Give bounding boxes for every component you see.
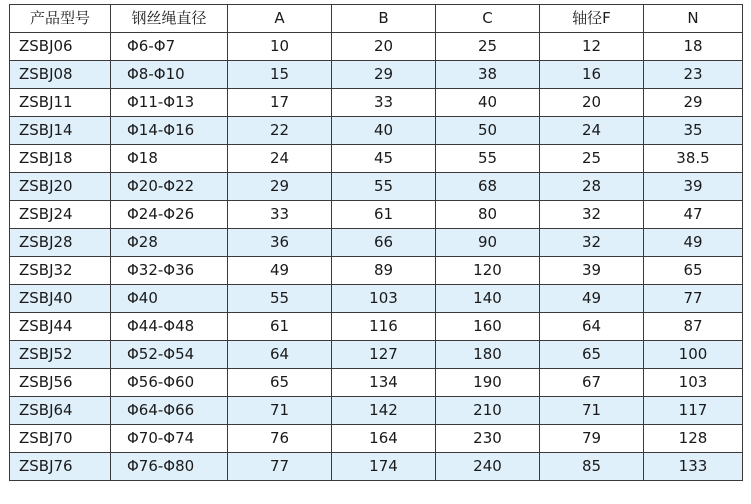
cell-a: 15 bbox=[228, 61, 332, 89]
cell-shaft-diameter: 20 bbox=[540, 89, 644, 117]
cell-b: 142 bbox=[332, 397, 436, 425]
cell-b: 45 bbox=[332, 145, 436, 173]
cell-c: 25 bbox=[436, 33, 540, 61]
cell-c: 55 bbox=[436, 145, 540, 173]
cell-model: ZSBJ76 bbox=[10, 453, 111, 481]
table-row bbox=[10, 117, 743, 145]
cell-a: 17 bbox=[228, 89, 332, 117]
cell-b: 164 bbox=[332, 425, 436, 453]
cell-a: 64 bbox=[228, 341, 332, 369]
table-row bbox=[10, 285, 743, 313]
cell-c: 68 bbox=[436, 173, 540, 201]
cell-c: 230 bbox=[436, 425, 540, 453]
cell-b: 103 bbox=[332, 285, 436, 313]
cell-b: 66 bbox=[332, 229, 436, 257]
cell-rope-diameter: Φ70-Φ74 bbox=[111, 425, 228, 453]
table-row bbox=[10, 369, 743, 397]
cell-model: ZSBJ18 bbox=[10, 145, 111, 173]
cell-shaft-diameter: 32 bbox=[540, 229, 644, 257]
header-row bbox=[10, 5, 743, 33]
cell-c: 50 bbox=[436, 117, 540, 145]
cell-shaft-diameter: 67 bbox=[540, 369, 644, 397]
cell-b: 40 bbox=[332, 117, 436, 145]
cell-rope-diameter: Φ40 bbox=[111, 285, 228, 313]
header-rope-diameter: 钢丝绳直径 bbox=[111, 5, 228, 33]
table-row bbox=[10, 229, 743, 257]
cell-c: 180 bbox=[436, 341, 540, 369]
cell-b: 33 bbox=[332, 89, 436, 117]
cell-a: 24 bbox=[228, 145, 332, 173]
table-row bbox=[10, 425, 743, 453]
cell-b: 89 bbox=[332, 257, 436, 285]
cell-a: 76 bbox=[228, 425, 332, 453]
header-a: A bbox=[228, 5, 332, 33]
cell-n: 77 bbox=[644, 285, 743, 313]
table-row bbox=[10, 145, 743, 173]
cell-rope-diameter: Φ32-Φ36 bbox=[111, 257, 228, 285]
header-b: B bbox=[332, 5, 436, 33]
cell-model: ZSBJ24 bbox=[10, 201, 111, 229]
cell-shaft-diameter: 32 bbox=[540, 201, 644, 229]
cell-a: 65 bbox=[228, 369, 332, 397]
cell-shaft-diameter: 85 bbox=[540, 453, 644, 481]
cell-model: ZSBJ11 bbox=[10, 89, 111, 117]
cell-shaft-diameter: 28 bbox=[540, 173, 644, 201]
cell-rope-diameter: Φ6-Φ7 bbox=[111, 33, 228, 61]
cell-n: 38.5 bbox=[644, 145, 743, 173]
cell-shaft-diameter: 64 bbox=[540, 313, 644, 341]
cell-rope-diameter: Φ64-Φ66 bbox=[111, 397, 228, 425]
cell-model: ZSBJ70 bbox=[10, 425, 111, 453]
cell-shaft-diameter: 12 bbox=[540, 33, 644, 61]
cell-n: 18 bbox=[644, 33, 743, 61]
cell-b: 61 bbox=[332, 201, 436, 229]
cell-c: 120 bbox=[436, 257, 540, 285]
cell-n: 29 bbox=[644, 89, 743, 117]
cell-model: ZSBJ56 bbox=[10, 369, 111, 397]
cell-rope-diameter: Φ11-Φ13 bbox=[111, 89, 228, 117]
cell-rope-diameter: Φ44-Φ48 bbox=[111, 313, 228, 341]
header-c: C bbox=[436, 5, 540, 33]
cell-b: 127 bbox=[332, 341, 436, 369]
cell-shaft-diameter: 79 bbox=[540, 425, 644, 453]
table-row bbox=[10, 33, 743, 61]
cell-c: 40 bbox=[436, 89, 540, 117]
table-row bbox=[10, 61, 743, 89]
spec-table bbox=[9, 4, 743, 481]
cell-model: ZSBJ06 bbox=[10, 33, 111, 61]
cell-n: 23 bbox=[644, 61, 743, 89]
cell-model: ZSBJ40 bbox=[10, 285, 111, 313]
table-row bbox=[10, 341, 743, 369]
cell-model: ZSBJ08 bbox=[10, 61, 111, 89]
cell-shaft-diameter: 39 bbox=[540, 257, 644, 285]
cell-a: 49 bbox=[228, 257, 332, 285]
cell-n: 35 bbox=[644, 117, 743, 145]
cell-model: ZSBJ32 bbox=[10, 257, 111, 285]
cell-n: 128 bbox=[644, 425, 743, 453]
cell-model: ZSBJ14 bbox=[10, 117, 111, 145]
cell-c: 80 bbox=[436, 201, 540, 229]
cell-a: 61 bbox=[228, 313, 332, 341]
cell-rope-diameter: Φ28 bbox=[111, 229, 228, 257]
cell-a: 36 bbox=[228, 229, 332, 257]
cell-shaft-diameter: 49 bbox=[540, 285, 644, 313]
cell-c: 160 bbox=[436, 313, 540, 341]
cell-model: ZSBJ20 bbox=[10, 173, 111, 201]
table-body bbox=[10, 33, 743, 481]
cell-rope-diameter: Φ8-Φ10 bbox=[111, 61, 228, 89]
cell-n: 103 bbox=[644, 369, 743, 397]
cell-b: 20 bbox=[332, 33, 436, 61]
cell-a: 55 bbox=[228, 285, 332, 313]
cell-c: 140 bbox=[436, 285, 540, 313]
cell-c: 90 bbox=[436, 229, 540, 257]
cell-a: 33 bbox=[228, 201, 332, 229]
cell-model: ZSBJ44 bbox=[10, 313, 111, 341]
table-row bbox=[10, 397, 743, 425]
cell-b: 174 bbox=[332, 453, 436, 481]
cell-rope-diameter: Φ24-Φ26 bbox=[111, 201, 228, 229]
header-shaft-diameter: 轴径F bbox=[540, 5, 644, 33]
cell-b: 55 bbox=[332, 173, 436, 201]
cell-n: 87 bbox=[644, 313, 743, 341]
cell-rope-diameter: Φ56-Φ60 bbox=[111, 369, 228, 397]
table-row bbox=[10, 173, 743, 201]
cell-a: 29 bbox=[228, 173, 332, 201]
cell-shaft-diameter: 24 bbox=[540, 117, 644, 145]
header-model: 产品型号 bbox=[10, 5, 111, 33]
cell-n: 133 bbox=[644, 453, 743, 481]
cell-shaft-diameter: 65 bbox=[540, 341, 644, 369]
cell-n: 117 bbox=[644, 397, 743, 425]
cell-c: 240 bbox=[436, 453, 540, 481]
cell-n: 39 bbox=[644, 173, 743, 201]
cell-n: 49 bbox=[644, 229, 743, 257]
cell-rope-diameter: Φ18 bbox=[111, 145, 228, 173]
cell-n: 100 bbox=[644, 341, 743, 369]
cell-a: 22 bbox=[228, 117, 332, 145]
table-row bbox=[10, 453, 743, 481]
cell-a: 10 bbox=[228, 33, 332, 61]
table-row bbox=[10, 89, 743, 117]
table-row bbox=[10, 201, 743, 229]
cell-a: 77 bbox=[228, 453, 332, 481]
cell-shaft-diameter: 25 bbox=[540, 145, 644, 173]
header-n: N bbox=[644, 5, 743, 33]
cell-n: 47 bbox=[644, 201, 743, 229]
cell-a: 71 bbox=[228, 397, 332, 425]
cell-rope-diameter: Φ20-Φ22 bbox=[111, 173, 228, 201]
cell-model: ZSBJ28 bbox=[10, 229, 111, 257]
cell-c: 190 bbox=[436, 369, 540, 397]
cell-b: 116 bbox=[332, 313, 436, 341]
cell-model: ZSBJ64 bbox=[10, 397, 111, 425]
cell-shaft-diameter: 16 bbox=[540, 61, 644, 89]
cell-rope-diameter: Φ76-Φ80 bbox=[111, 453, 228, 481]
cell-rope-diameter: Φ52-Φ54 bbox=[111, 341, 228, 369]
cell-b: 134 bbox=[332, 369, 436, 397]
cell-c: 38 bbox=[436, 61, 540, 89]
cell-b: 29 bbox=[332, 61, 436, 89]
table-row bbox=[10, 313, 743, 341]
cell-c: 210 bbox=[436, 397, 540, 425]
table-row bbox=[10, 257, 743, 285]
cell-n: 65 bbox=[644, 257, 743, 285]
cell-shaft-diameter: 71 bbox=[540, 397, 644, 425]
cell-model: ZSBJ52 bbox=[10, 341, 111, 369]
cell-rope-diameter: Φ14-Φ16 bbox=[111, 117, 228, 145]
